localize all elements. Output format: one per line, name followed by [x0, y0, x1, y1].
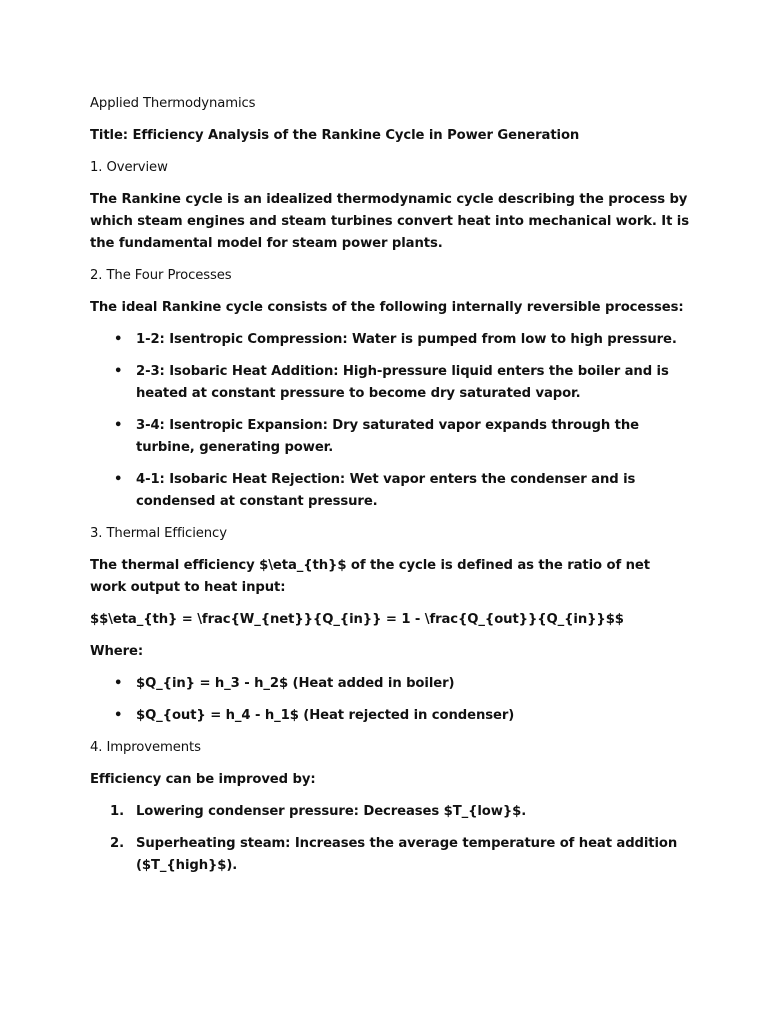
list-item [90, 705, 690, 727]
list-item-text: Lowering condenser pressure: Decreases $T_{low}$. [136, 804, 527, 819]
list-number: 2. [110, 836, 124, 851]
improvements-intro: Efficiency can be improved by: [90, 772, 316, 787]
course-name: Applied Thermodynamics [90, 96, 256, 111]
document-title: Title: Efficiency Analysis of the Rankine Cycle in Power Generation [90, 128, 580, 143]
list-item [90, 469, 690, 513]
list-number: 1. [110, 804, 124, 819]
list-item-text: 3-4: Isentropic Expansion: Dry saturated vapor expands through the turbine, generating power. [136, 418, 639, 455]
efficiency-formula: $$\eta_{th} = \frac{W_{net}}{Q_{in}} = 1 - \frac{Q_{out}}{Q_{in}}$$ [90, 612, 624, 627]
list-item-text: 1-2: Isentropic Compression: Water is pumped from low to high pressure. [136, 332, 677, 347]
list-item [90, 673, 690, 695]
process-list [90, 329, 690, 513]
list-item [90, 415, 690, 459]
section-heading-improvements: 4. Improvements [90, 740, 201, 755]
section-heading-overview: 1. Overview [90, 160, 168, 175]
bullet-icon: • [114, 332, 123, 347]
list-item-text: Superheating steam: Increases the average temperature of heat addition ($T_{high}$). [136, 836, 678, 873]
processes-intro: The ideal Rankine cycle consists of the following internally reversible processes: [90, 300, 684, 315]
section-heading-processes: 2. The Four Processes [90, 268, 232, 283]
list-item [90, 833, 690, 877]
overview-paragraph: The Rankine cycle is an idealized thermodynamic cycle describing the process by which steam engines and steam turbines convert heat into mechanical work. It is the fundamental model for steam power plants. [90, 192, 689, 251]
bullet-icon: • [114, 472, 123, 487]
improvement-list [90, 801, 690, 877]
list-item-text: $Q_{in} = h_3 - h_2$ (Heat added in boiler) [136, 676, 455, 691]
bullet-icon: • [114, 418, 123, 433]
list-item-text: 2-3: Isobaric Heat Addition: High-pressure liquid enters the boiler and is heated at constant pressure to become dry saturated vapor. [136, 364, 669, 401]
list-item-text: $Q_{out} = h_4 - h_1$ (Heat rejected in condenser) [136, 708, 515, 723]
list-item [90, 361, 690, 405]
list-item [90, 329, 690, 351]
efficiency-paragraph: The thermal efficiency $\eta_{th}$ of the cycle is defined as the ratio of net work output to heat input: [90, 558, 650, 595]
list-item-text: 4-1: Isobaric Heat Rejection: Wet vapor enters the condenser and is condensed at constant pressure. [136, 472, 636, 509]
bullet-icon: • [114, 676, 123, 691]
bullet-icon: • [114, 364, 123, 379]
where-label: Where: [90, 644, 144, 659]
document-page [90, 93, 690, 887]
section-heading-efficiency: 3. Thermal Efficiency [90, 526, 227, 541]
definition-list [90, 673, 690, 727]
list-item [90, 801, 690, 823]
bullet-icon: • [114, 708, 123, 723]
